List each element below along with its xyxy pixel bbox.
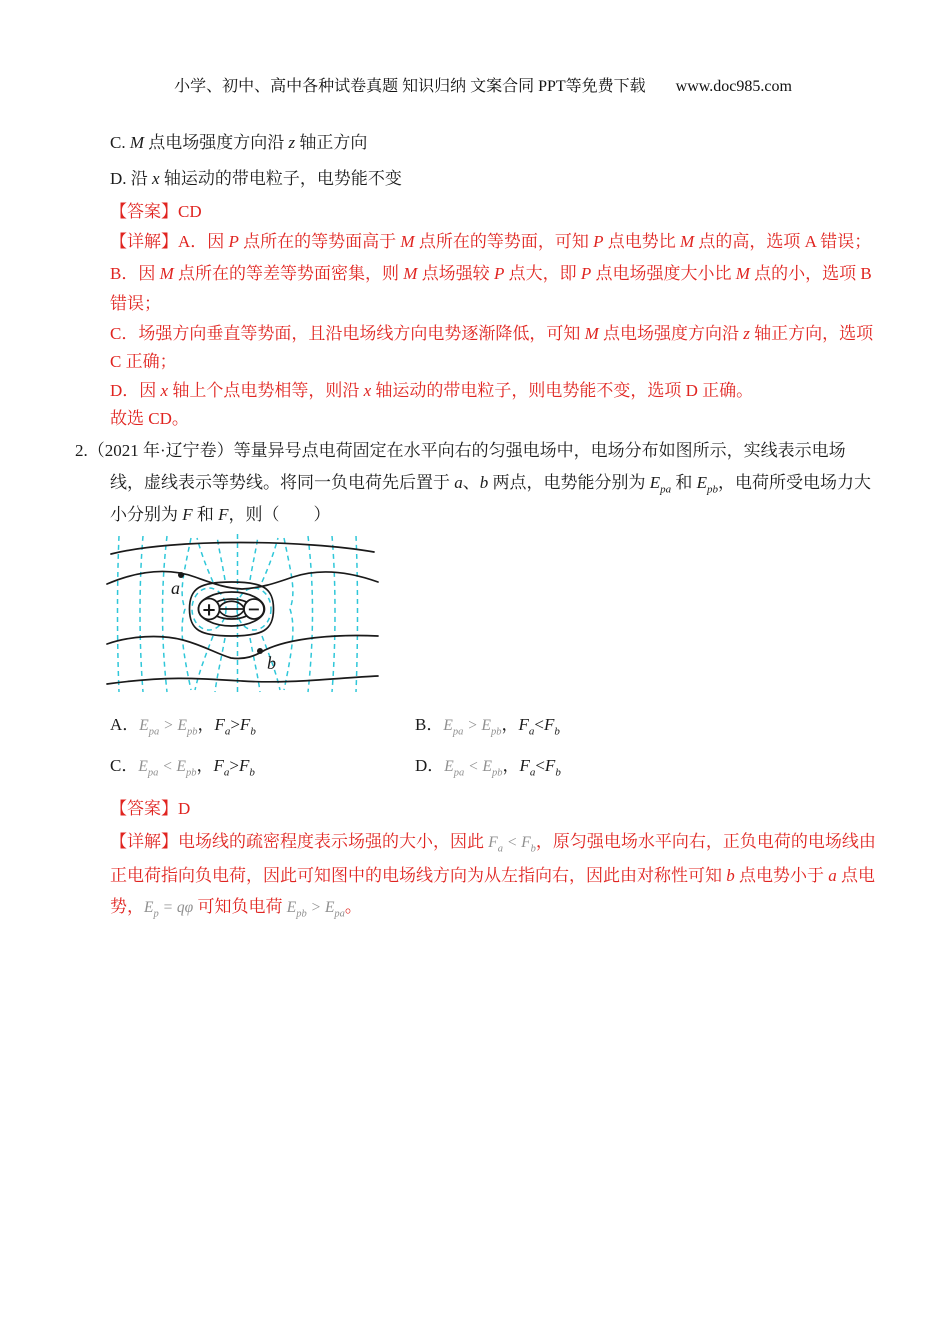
page-header (0, 55, 950, 114)
q1-detail-line: D．因 x 轴上个点电势相等，则沿 x 轴运动的带电粒子，则电势能不变，选项 D 正确。 (110, 381, 754, 400)
q1-detail-line: B．因 M 点所在的等差等势面密集，则 M 点场强较 P 点大，即 P 点电场强度大小比 M 点的小，选项 B (110, 264, 872, 283)
q2-stem-line: 2.（2021 年·辽宁卷）等量异号点电荷固定在水平向右的匀强电场中，电场分布如图所示，实线表示电场 (75, 441, 846, 460)
q2-stem-line: 小分别为 F 和 F，则（ ） (110, 505, 331, 524)
svg-text:+: + (201, 599, 217, 621)
field-lines (107, 543, 378, 685)
q2-detail-line: 正电荷指向负电荷，因此可知图中的电场线方向为从左指向右，因此由对称性可知 b 点电势小于 a 点电 (110, 866, 875, 885)
q1-detail-line: 错误； (110, 294, 161, 313)
equipotential-lines (118, 534, 358, 694)
negative-charge-icon (244, 599, 264, 619)
q2-option-c: C．$E_{pa} < E_{pb}$，$F_a>F_b$ (110, 756, 255, 779)
q2-option-b: B．$E_{pa} > E_{pb}$，$F_a<F_b$ (415, 715, 560, 738)
q2-option-d: D．$E_{pa} < E_{pb}$，$F_a<F_b$ (415, 756, 561, 779)
point-b-label: b (267, 653, 276, 673)
q1-option-d: D. 沿 x 轴运动的带电粒子，电势能不变 (110, 169, 402, 188)
q2-detail-line: 势，$E_p = q\varphi$ 可知负电荷 $E_{pb} > E_{pa}$。 (110, 897, 362, 920)
field-diagram-svg (105, 532, 380, 696)
svg-text:−: − (247, 599, 261, 619)
q2-option-a: A．$E_{pa} > E_{pb}$，$F_a>F_b$ (110, 715, 256, 738)
physics-field-diagram (105, 532, 380, 696)
q1-answer: 【答案】CD (110, 202, 202, 221)
q1-option-c: C. M 点电场强度方向沿 z 轴正方向 (110, 133, 368, 152)
q1-detail-line: 【详解】A．因 P 点所在的等势面高于 M 点所在的等势面，可知 P 点电势比 M 点的高，选项 A 错误； (110, 232, 872, 251)
q2-stem-line: 线，虚线表示等势线。将同一负电荷先后置于 a、b 两点，电势能分别为 $E_{pa}$ 和 $E_{pb}$，电荷所受电场力大 (110, 473, 872, 496)
q2-answer: 【答案】D (110, 799, 191, 818)
positive-charge-icon (199, 599, 220, 621)
point-b (257, 648, 276, 673)
q1-detail-line: 故选 CD。 (110, 409, 189, 428)
q1-detail-line: C．场强方向垂直等势面，且沿电场线方向电势逐渐降低，可知 M 点电场强度方向沿 z 轴正方向，选项 (110, 324, 874, 343)
header-slogan: 小学、初中、高中各种试卷真题 知识归纳 文案合同 PPT等免费下载 (174, 78, 646, 95)
q2-detail-line: 【详解】电场线的疏密程度表示场强的大小，因此 $F_a < F_b$，原匀强电场水平向右，正负电荷的电场线由 (110, 832, 876, 855)
header-url[interactable]: www.doc985.com (675, 78, 792, 95)
q1-detail-line: C 正确； (110, 352, 177, 371)
point-a-label: a (171, 578, 180, 598)
